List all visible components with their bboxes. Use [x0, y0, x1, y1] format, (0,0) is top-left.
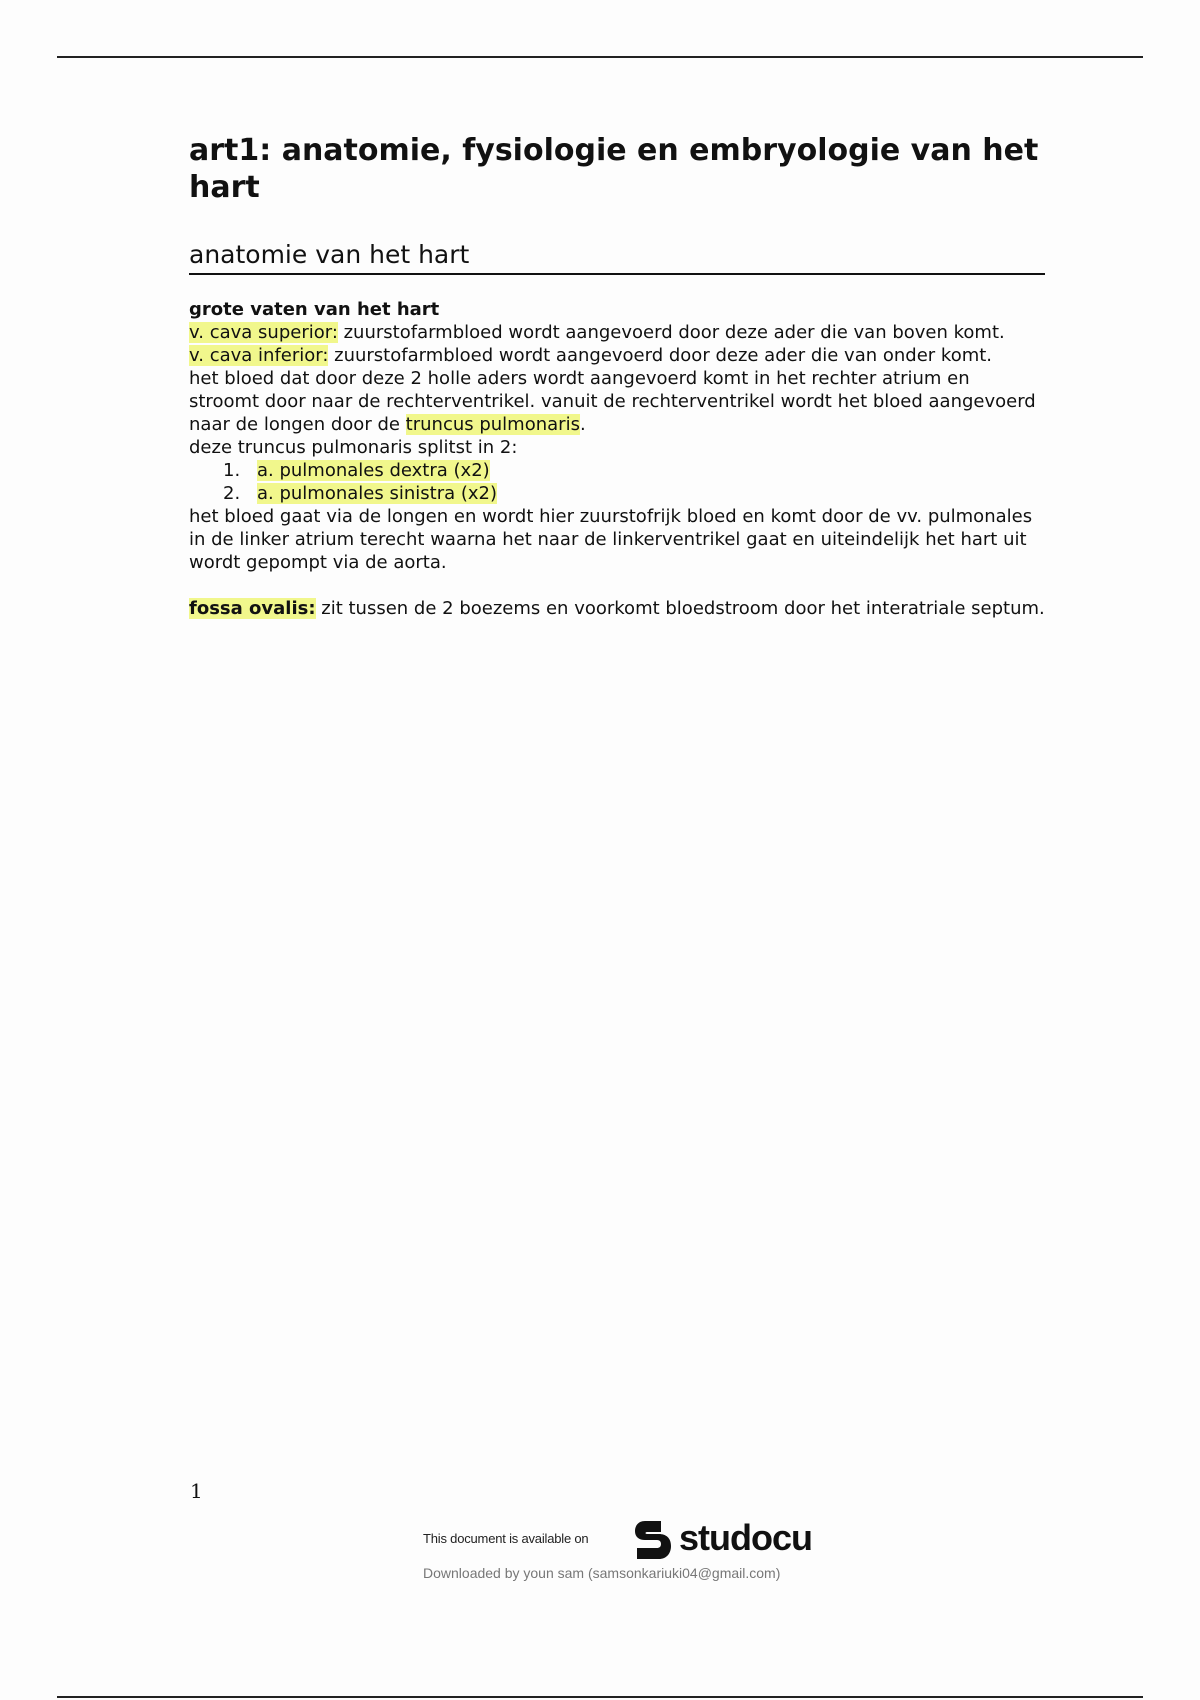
highlighted-term: a. pulmonales sinistra (x2)	[257, 483, 497, 504]
bottom-rule	[57, 1696, 1143, 1698]
section-heading: anatomie van het hart	[189, 240, 1045, 275]
document-page	[189, 132, 1045, 620]
top-rule	[57, 56, 1143, 58]
highlighted-term: v. cava superior:	[189, 322, 338, 343]
list-item	[189, 482, 1045, 505]
studocu-logo: studocu	[679, 1517, 812, 1558]
list-number: 2.	[223, 483, 241, 504]
paragraph-text: zuurstofarmbloed wordt aangevoerd door deze ader die van boven komt.	[337, 322, 1005, 343]
list-number: 1.	[223, 460, 241, 481]
paragraph-fossa-ovalis	[189, 597, 1045, 620]
paragraph-end: .	[579, 414, 586, 435]
numbered-list	[189, 459, 1045, 505]
highlighted-term: v. cava inferior:	[189, 345, 329, 366]
page-number: 1	[190, 1479, 203, 1503]
document-body	[189, 298, 1045, 620]
studocu-banner[interactable]	[423, 1515, 823, 1565]
list-item	[189, 459, 1045, 482]
paragraph-blood-flow	[189, 367, 1045, 436]
paragraph-text: zit tussen de 2 boezems en voorkomt bloedstroom door het interatriale septum.	[315, 598, 1045, 619]
paragraph-truncus-split: deze truncus pulmonaris splitst in 2:	[189, 437, 518, 458]
highlighted-term: a. pulmonales dextra (x2)	[257, 460, 490, 481]
document-title: art1: anatomie, fysiologie en embryologie van het hart	[189, 133, 1039, 205]
available-text: This document is available on	[423, 1531, 589, 1546]
sub-heading: grote vaten van het hart	[189, 299, 440, 320]
paragraph-text: het bloed dat door deze 2 holle aders wordt aangevoerd komt in het rechter atrium en stroomt door naar de rechterventrikel. vanuit de rechterventrikel wordt het bloed aangevoerd naar de longen door de	[189, 368, 1036, 435]
paragraph-text: zuurstofarmbloed wordt aangevoerd door deze ader die van onder komt.	[328, 345, 993, 366]
paragraph-vena-cava-inferior	[189, 344, 1045, 367]
paragraph-vena-cava-superior	[189, 321, 1045, 344]
highlighted-term: fossa ovalis:	[189, 598, 316, 619]
studocu-logo-icon	[631, 1517, 675, 1563]
paragraph-lungs: het bloed gaat via de longen en wordt hier zuurstofrijk bloed en komt door de vv. pulmonales in de linker atrium terecht waarna het naar de linkerventrikel gaat en uiteindelijk het hart uit wordt gepompt via de aorta.	[189, 506, 1033, 573]
highlighted-term: truncus pulmonaris	[405, 414, 580, 435]
downloaded-by-text: Downloaded by youn sam (samsonkariuki04@gmail.com)	[423, 1565, 781, 1581]
